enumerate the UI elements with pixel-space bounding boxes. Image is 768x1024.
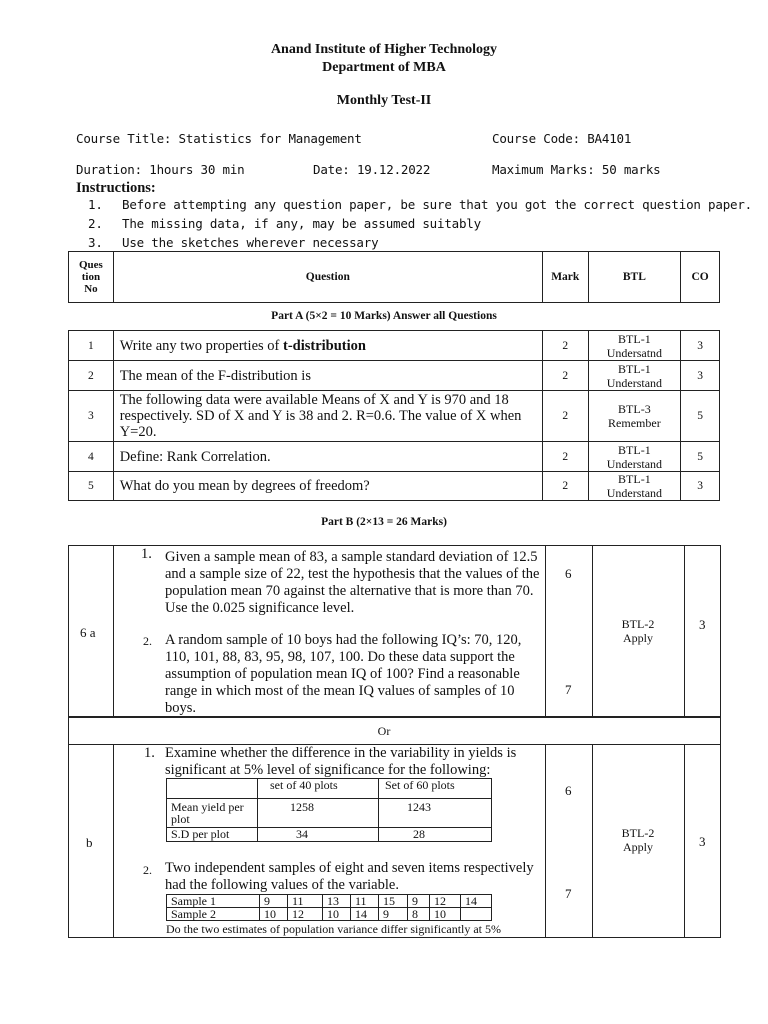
question-text: Write any two properties of t-distribution (113, 331, 542, 361)
subquestion-mark: 6 (565, 783, 572, 798)
department-name: Department of MBA (322, 60, 446, 75)
part-b-title: Part B (2×13 = 26 Marks) (321, 516, 447, 528)
question-btl: BTL-1 Undersatnd (588, 331, 681, 361)
table-header: Set of 60 plots (379, 779, 492, 799)
col-btl: BTL (588, 252, 680, 303)
table-row (69, 472, 720, 501)
question-co: 3 (681, 361, 720, 391)
table-row (69, 361, 720, 391)
question-co: 5 (681, 391, 720, 442)
subquestion-mark: 7 (565, 886, 572, 901)
instruction-2: The missing data, if any, may be assumed suitably (122, 216, 481, 231)
table-cell: Sample 1 (167, 895, 260, 908)
question-no: 3 (69, 391, 114, 442)
instruction-1: Before attempting any question paper, be sure that you got the correct question paper. (122, 197, 753, 212)
table-cell: 28 (379, 828, 492, 842)
or-label: Or (377, 724, 391, 738)
subquestion-tail: Do the two estimates of population variance differ significantly at 5% (166, 922, 502, 936)
instruction-1-num: 1. (88, 197, 103, 212)
yield-table (166, 778, 492, 842)
question-mark: 2 (542, 391, 588, 442)
question-text: The mean of the F-distribution is (113, 361, 542, 391)
col-question: Question (113, 252, 542, 303)
question-btl: BTL-2 Apply (621, 617, 655, 645)
duration: Duration: 1hours 30 min (76, 162, 245, 177)
question-no: 4 (69, 442, 114, 472)
exam-date: Date: 19.12.2022 (313, 162, 431, 177)
subquestion-text: Given a sample mean of 83, a sample standard deviation of 12.5 and a sample size of 22, test the hypothesis that the values of the population mean 70 against the alternative that is more than 70. Use the 0.025 significance level. (165, 549, 540, 616)
question-text: What do you mean by degrees of freedom? (113, 472, 542, 501)
instruction-3-num: 3. (88, 235, 103, 250)
question-btl: BTL-3 Remember (588, 391, 681, 442)
table-row (167, 895, 492, 908)
question-btl: BTL-2 Apply (621, 826, 655, 854)
table-cell: 8 (408, 908, 430, 921)
instruction-3: Use the sketches wherever necessary (122, 235, 379, 250)
table-row (69, 442, 720, 472)
table-cell: 10 (323, 908, 351, 921)
instructions-title: Instructions: (76, 180, 156, 196)
table-cell: 12 (430, 895, 461, 908)
subquestion-text: Examine whether the difference in the variability in yields is significant at 5% level of significance for the following: (165, 745, 517, 778)
table-cell: S.D per plot (167, 828, 258, 842)
question-btl: BTL-1 Understand (588, 361, 681, 391)
institute-name: Anand Institute of Higher Technology (270, 42, 498, 57)
table-cell: 15 (379, 895, 408, 908)
question-mark: 2 (542, 442, 588, 472)
col-question-no: Ques tion No (69, 252, 114, 303)
question-mark: 2 (542, 331, 588, 361)
question-no: 6 a (80, 625, 96, 640)
col-co: CO (681, 252, 720, 303)
question-co: 5 (681, 442, 720, 472)
question-btl: BTL-1 Understand (588, 472, 681, 501)
question-mark: 2 (542, 361, 588, 391)
subquestion-num: 1. (141, 546, 152, 562)
table-cell: Mean yield per plot (167, 799, 258, 828)
table-cell: 11 (351, 895, 379, 908)
part-a-table (68, 330, 720, 501)
table-cell (167, 779, 258, 799)
question-co: 3 (699, 617, 706, 632)
question-no: 2 (69, 361, 114, 391)
table-row (167, 799, 492, 828)
subquestion-num: 2. (143, 634, 152, 648)
table-row (167, 779, 492, 799)
subquestion-text: A random sample of 10 boys had the following IQ’s: 70, 120, 110, 101, 88, 83, 95, 98, 107, 100. Do these data support the assumption of population mean IQ of 100? Find a reasonable range in which most of the mean IQ values of samples of 10 boys. (165, 632, 522, 716)
table-cell: 1258 (258, 799, 379, 828)
part-a-title: Part A (5×2 = 10 Marks) Answer all Questions (271, 310, 497, 322)
table-cell (461, 908, 492, 921)
maximum-marks: Maximum Marks: 50 marks (492, 162, 661, 177)
subquestion-mark: 6 (565, 566, 572, 581)
table-cell: 14 (351, 908, 379, 921)
question-no: 1 (69, 331, 114, 361)
course-title: Course Title: Statistics for Management (76, 131, 362, 146)
course-code: Course Code: BA4101 (492, 131, 632, 146)
table-cell: Sample 2 (167, 908, 260, 921)
table-header: set of 40 plots (258, 779, 379, 799)
instruction-2-num: 2. (88, 216, 103, 231)
question-no: b (86, 835, 93, 850)
table-cell: 10 (260, 908, 288, 921)
col-mark: Mark (542, 252, 588, 303)
column-header-table (68, 251, 720, 303)
table-row (167, 828, 492, 842)
subquestion-num: 1. (144, 745, 155, 761)
table-cell: 13 (323, 895, 351, 908)
divider (684, 545, 685, 717)
question-co: 3 (681, 472, 720, 501)
divider (113, 545, 114, 717)
question-mark: 2 (542, 472, 588, 501)
question-co: 3 (681, 331, 720, 361)
question-btl: BTL-1 Understand (588, 442, 681, 472)
table-cell: 9 (260, 895, 288, 908)
subquestion-text: Two independent samples of eight and seven items respectively had the following values of the variable. (165, 860, 534, 893)
question-text: Define: Rank Correlation. (113, 442, 542, 472)
table-row (167, 908, 492, 921)
samples-table (166, 894, 492, 921)
divider (545, 744, 546, 938)
question-co: 3 (699, 834, 706, 849)
table-cell: 10 (430, 908, 461, 921)
table-cell: 12 (288, 908, 323, 921)
table-cell: 34 (258, 828, 379, 842)
table-cell: 1243 (379, 799, 492, 828)
table-cell: 14 (461, 895, 492, 908)
table-cell: 11 (288, 895, 323, 908)
divider (684, 744, 685, 938)
subquestion-num: 2. (143, 863, 152, 877)
table-row (69, 391, 720, 442)
table-cell: 9 (408, 895, 430, 908)
test-title: Monthly Test-II (336, 93, 432, 108)
divider (545, 545, 546, 717)
question-text: The following data were available Means of X and Y is 970 and 18 respectively. SD of X and Y is 38 and 2. R=0.6. The value of X when Y=20. (113, 391, 542, 442)
divider (113, 744, 114, 938)
subquestion-mark: 7 (565, 682, 572, 697)
table-row (69, 331, 720, 361)
table-cell: 9 (379, 908, 408, 921)
question-no: 5 (69, 472, 114, 501)
